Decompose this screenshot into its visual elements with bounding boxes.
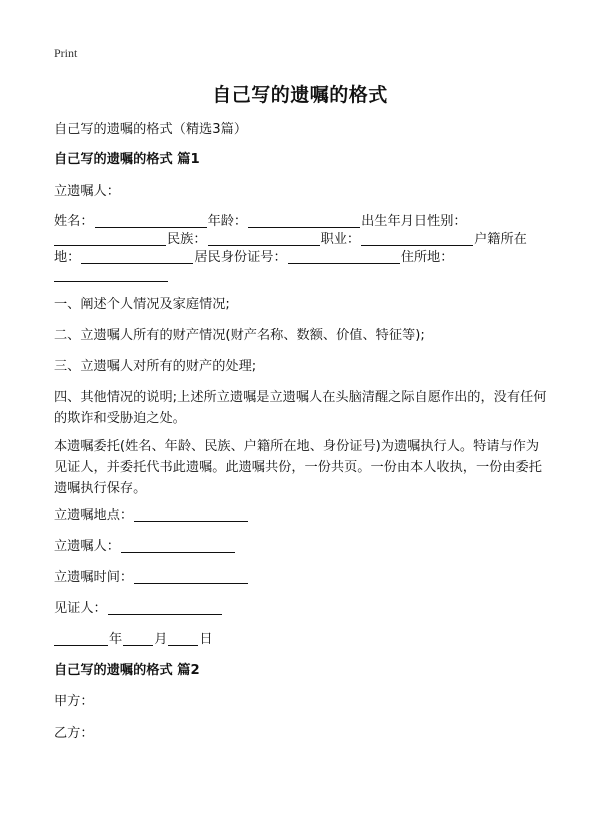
- gender-blank[interactable]: [54, 231, 166, 246]
- sign-place-line: [54, 507, 249, 525]
- form-line-2: [54, 231, 527, 249]
- date-line: [54, 631, 213, 649]
- item-1: 一、阐述个人情况及家庭情况;: [54, 297, 230, 312]
- day-blank[interactable]: [168, 631, 198, 646]
- sign-time-line: [54, 569, 249, 587]
- residence-blank[interactable]: [54, 267, 168, 282]
- witness-blank[interactable]: [108, 600, 222, 615]
- print-label[interactable]: Print: [54, 46, 78, 60]
- intro-line: 自己写的遗嘱的格式（精选3篇）: [54, 122, 248, 137]
- day-label: 日: [199, 632, 213, 647]
- section-1-heading: 自己写的遗嘱的格式 篇1: [54, 152, 200, 167]
- age-label: 年龄：: [207, 214, 248, 229]
- sign-testator-line: [54, 538, 236, 556]
- residence-label: 住所地：: [400, 250, 454, 265]
- age-blank[interactable]: [248, 213, 360, 228]
- month-label: 月: [154, 632, 168, 647]
- birth-gender-label: 出生年月日性别：: [361, 214, 467, 229]
- page-title: 自己写的遗嘱的格式: [212, 84, 388, 106]
- domicile-label-cont: 地：: [54, 250, 81, 265]
- year-blank[interactable]: [54, 631, 108, 646]
- occupation-blank[interactable]: [361, 231, 473, 246]
- sign-place-label: 立遗嘱地点：: [54, 508, 134, 523]
- testator-label: 立遗嘱人：: [54, 184, 120, 199]
- sign-place-blank[interactable]: [134, 507, 248, 522]
- domicile-blank[interactable]: [81, 249, 193, 264]
- item-4: 四、其他情况的说明;上述所立遗嘱是立遗嘱人在头脑清醒之际自愿作出的，没有任何的欺诈和受胁迫之处。: [54, 390, 547, 426]
- sign-time-blank[interactable]: [134, 569, 248, 584]
- id-number-label: 居民身份证号：: [194, 250, 287, 265]
- form-line-1: [54, 213, 467, 231]
- name-blank[interactable]: [95, 213, 207, 228]
- form-line-4: [54, 267, 169, 285]
- ethnicity-label: 民族：: [167, 232, 207, 247]
- section-2-heading: 自己写的遗嘱的格式 篇2: [54, 663, 200, 678]
- item-2: 二、立遗嘱人所有的财产情况(财产名称、数额、价值、特征等);: [54, 328, 425, 343]
- ethnicity-blank[interactable]: [208, 231, 320, 246]
- occupation-label: 职业：: [320, 232, 361, 247]
- witness-line: [54, 600, 223, 618]
- month-blank[interactable]: [123, 631, 153, 646]
- year-label: 年: [109, 632, 123, 647]
- entrust-paragraph: 本遗嘱委托(姓名、年龄、民族、户籍所在地、身份证号)为遗嘱执行人。特请与作为见证人，并委托代书此遗嘱。此遗嘱共份，一份共页。一份由本人收执，一份由委托遗嘱执行保存。: [54, 439, 542, 496]
- party-a-label: 甲方：: [54, 694, 94, 709]
- id-number-blank[interactable]: [288, 249, 400, 264]
- form-line-3: [54, 249, 453, 267]
- domicile-label: 户籍所在: [474, 232, 527, 247]
- sign-testator-blank[interactable]: [121, 538, 235, 553]
- party-b-label: 乙方：: [54, 726, 94, 741]
- sign-time-label: 立遗嘱时间：: [54, 570, 134, 585]
- item-3: 三、立遗嘱人对所有的财产的处理;: [54, 359, 257, 374]
- witness-label: 见证人：: [54, 601, 107, 616]
- name-label: 姓名：: [54, 214, 94, 229]
- sign-testator-label: 立遗嘱人：: [54, 539, 120, 554]
